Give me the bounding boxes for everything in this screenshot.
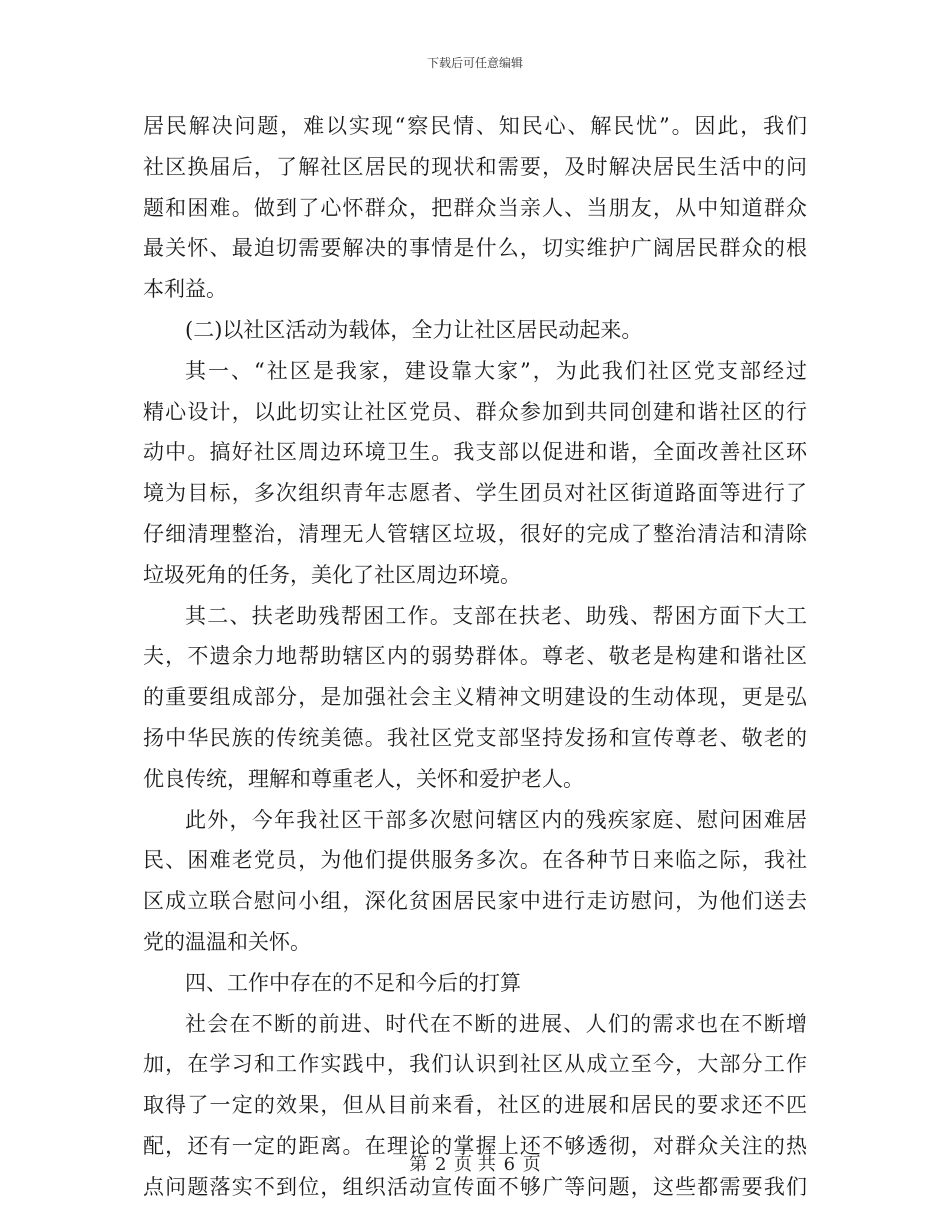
footer-prefix: 第 <box>409 1154 428 1175</box>
text-line: 取得了一定的效果，但从目前来看，社区的进展和居民的要求还不匹 <box>143 1093 807 1118</box>
text-line: 最关怀、最迫切需要解决的事情是什么，切实维护广阔居民群众的根 <box>143 236 807 261</box>
text-line: 优良传统，理解和尊重老人，关怀和爱护老人。 <box>143 766 584 791</box>
text-line: 加，在学习和工作实践中，我们认识到社区从成立至今，大部分工作 <box>143 1052 807 1077</box>
text-line: 四、工作中存在的不足和今后的打算 <box>185 970 521 995</box>
text-line: 扬中华民族的传统美德。我社区党支部坚持发扬和宣传尊老、敬老的 <box>143 725 807 750</box>
text-line: 题和困难。做到了心怀群众，把群众当亲人、当朋友，从中知道群众 <box>143 195 807 220</box>
text-line: 此外，今年我社区干部多次慰问辖区内的残疾家庭、慰问困难居 <box>185 807 807 832</box>
text-line: 配，还有一定的距离。在理论的掌握上还不够透彻，对群众关注的热 <box>143 1133 807 1158</box>
text-line: 居民解决问题，难以实现“察民情、知民心、解民忧”。因此，我们 <box>143 114 807 138</box>
text-line: 夫，不遗余力地帮助辖区内的弱势群体。尊老、敬老是构建和谐社区 <box>143 644 807 669</box>
text-line: 本利益。 <box>143 277 227 302</box>
page-footer <box>0 1150 950 1176</box>
header-note: 下载后可任意编辑 <box>426 56 523 70</box>
text-line: 其二、扶老助残帮困工作。支部在扶老、助残、帮困方面下大工 <box>185 603 807 628</box>
footer-page-number: 2 <box>434 1154 447 1175</box>
text-line: 境为目标，多次组织青年志愿者、学生团员对社区街道路面等进行了 <box>143 481 807 506</box>
text-line: 垃圾死角的任务，美化了社区周边环境。 <box>143 562 521 587</box>
text-line: (二)以社区活动为载体，全力让社区居民动起来。 <box>185 317 643 342</box>
document-body <box>143 106 807 1208</box>
footer-middle: 页 共 <box>454 1154 496 1175</box>
footer-total-pages: 6 <box>503 1154 516 1175</box>
text-line: 点问题落实不到位，组织活动宣传面不够广等问题，这些都需要我们 <box>143 1174 807 1199</box>
text-line: 社区换届后，了解社区居民的现状和需要，及时解决居民生活中的问 <box>143 154 807 179</box>
text-line: 动中。搞好社区周边环境卫生。我支部以促进和谐，全面改善社区环 <box>143 440 807 465</box>
text-line: 的重要组成部分，是加强社会主义精神文明建设的生动体现，更是弘 <box>143 685 807 710</box>
footer-suffix: 页 <box>522 1154 541 1175</box>
text-line: 民、困难老党员，为他们提供服务多次。在各种节日来临之际，我社 <box>143 848 807 873</box>
text-line: 其一、“社区是我家，建设靠大家”，为此我们社区党支部经过 <box>185 358 807 383</box>
text-line: 精心设计，以此切实让社区党员、群众参加到共同创建和谐社区的行 <box>143 399 807 424</box>
text-line: 党的温温和关怀。 <box>143 929 311 954</box>
text-line: 社会在不断的前进、时代在不断的进展、人们的需求也在不断增 <box>185 1011 807 1036</box>
text-line: 仔细清理整治，清理无人管辖区垃圾，很好的完成了整治清洁和清除 <box>143 521 807 546</box>
text-line: 区成立联合慰问小组，深化贫困居民家中进行走访慰问，为他们送去 <box>143 889 807 914</box>
